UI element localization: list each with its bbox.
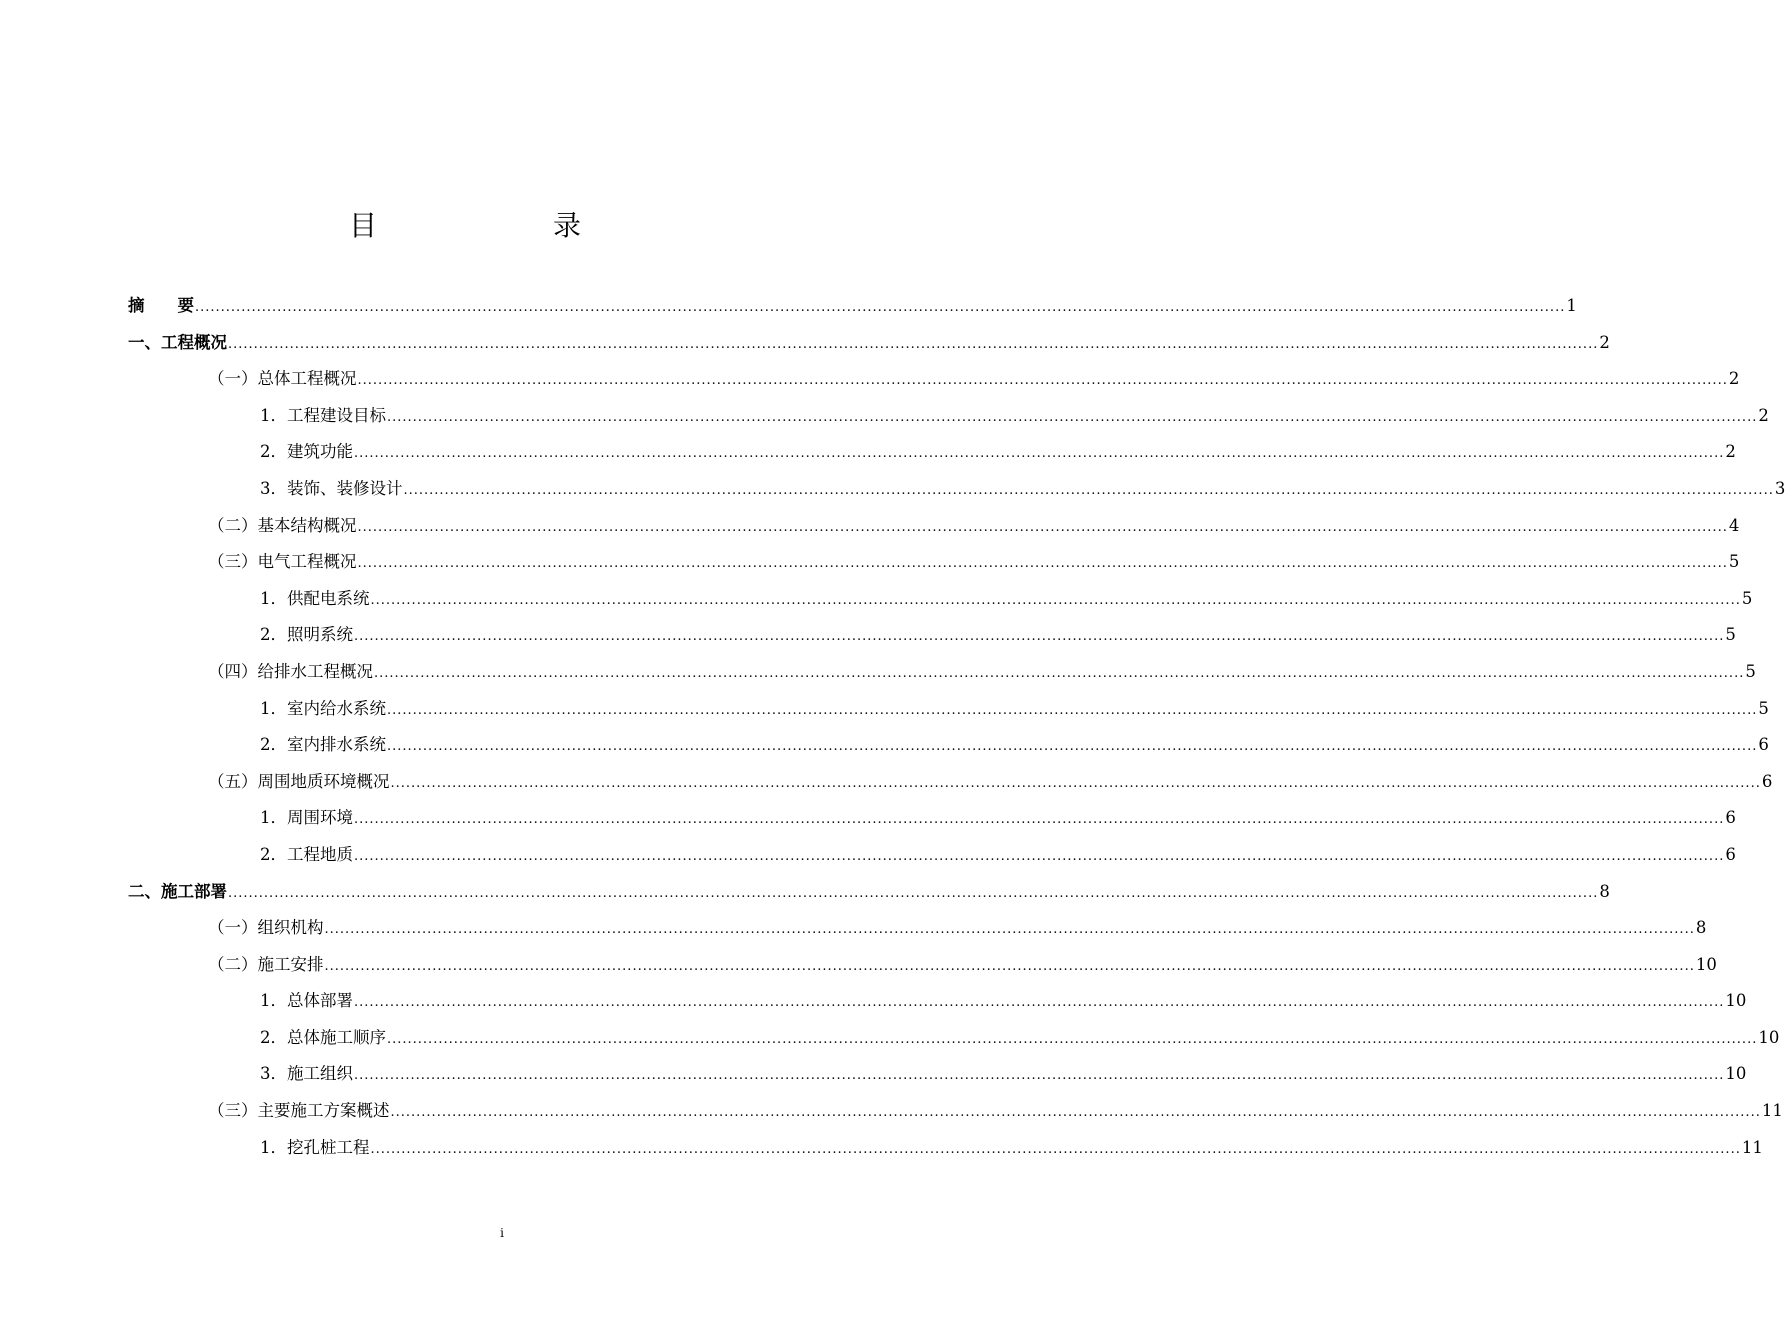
toc-entry[interactable] [128,398,1769,435]
toc-entry-label: 摘 要 [128,296,194,315]
toc-dot-leader: ........................................................................................................................................................................................................................................................................... [354,812,1725,828]
toc-entry-page: 5 [1728,552,1740,572]
toc-entry-page: 5 [1741,588,1753,608]
toc-dot-leader: ........................................................................................................................................................................................................................................................................... [387,409,1758,425]
toc-entry-label: 2．建筑功能 [260,442,353,462]
toc-entry-page: 5 [1758,698,1769,718]
toc-entry[interactable] [128,837,1736,874]
toc-entry[interactable] [128,800,1736,837]
toc-dot-leader: ........................................................................................................................................................................................................................................................................... [387,739,1758,755]
toc-entry-label: 2．工程地质 [260,844,353,864]
toc-dot-leader: ........................................................................................................................................................................................................................................................................... [403,482,1774,498]
table-of-contents [128,288,1785,1166]
toc-entry[interactable] [128,508,1740,545]
toc-entry-page: 10 [1758,1027,1780,1047]
toc-entry[interactable] [128,727,1769,764]
toc-entry-label: （一）总体工程概况 [208,369,357,389]
toc-entry[interactable] [128,654,1756,691]
toc-entry[interactable] [128,983,1747,1020]
toc-entry[interactable] [128,1056,1747,1093]
toc-entry-page: 1 [1566,296,1577,315]
toc-entry[interactable] [128,1130,1763,1167]
toc-entry[interactable] [128,764,1773,801]
toc-entry-label: （二）基本结构概况 [208,515,357,535]
toc-entry-label: 2．照明系统 [260,625,353,645]
toc-entry-page: 6 [1725,844,1736,864]
toc-dot-leader: ........................................................................................................................................................................................................................................................................... [354,629,1725,645]
toc-entry-page: 2 [1599,332,1610,352]
toc-dot-leader: ........................................................................................................................................................................................................................................................................... [387,702,1758,718]
toc-entry[interactable] [128,581,1753,618]
toc-entry-page: 2 [1725,442,1736,462]
toc-entry[interactable] [128,874,1610,911]
toc-dot-leader: ........................................................................................................................................................................................................................................................................... [374,665,1745,681]
toc-entry-page: 6 [1725,808,1736,828]
toc-entry-label: 1．总体部署 [260,991,353,1011]
toc-dot-leader: ........................................................................................................................................................................................................................................................................... [354,848,1725,864]
toc-dot-leader: ........................................................................................................................................................................................................................................................................... [390,775,1761,791]
toc-entry[interactable] [128,1093,1783,1130]
toc-entry-label: （三）电气工程概况 [208,552,357,572]
toc-entry-page: 10 [1725,1064,1747,1084]
toc-entry-label: 1．供配电系统 [260,588,370,608]
toc-entry-label: 3．施工组织 [260,1064,353,1084]
toc-entry-label: 1．工程建设目标 [260,405,386,425]
toc-dot-leader: ........................................................................................................................................................................................................................................................................... [387,1031,1758,1047]
toc-entry-label: 2．总体施工顺序 [260,1027,386,1047]
toc-entry[interactable] [128,434,1736,471]
toc-entry[interactable] [128,691,1769,728]
toc-entry-page: 5 [1745,661,1756,681]
toc-entry[interactable] [128,288,1577,325]
toc-dot-leader: ........................................................................................................................................................................................................................................................................... [324,958,1695,974]
toc-entry-label: 3．装饰、装修设计 [260,478,403,498]
toc-dot-leader: ........................................................................................................................................................................................................................................................................... [195,300,1566,315]
toc-entry-label: 1．室内给水系统 [260,698,386,718]
toc-entry-page: 11 [1741,1137,1763,1157]
toc-dot-leader: ........................................................................................................................................................................................................................................................................... [354,446,1725,462]
toc-entry-page: 6 [1761,771,1773,791]
toc-entry-label: （五）周围地质环境概况 [208,771,390,791]
page-number: i [500,1226,504,1240]
toc-dot-leader: ........................................................................................................................................................................................................................................................................... [357,373,1728,389]
toc-entry-page: 3 [1774,478,1785,498]
toc-dot-leader: ........................................................................................................................................................................................................................................................................... [370,1141,1741,1157]
toc-entry-page: 2 [1758,405,1769,425]
toc-dot-leader: ........................................................................................................................................................................................................................................................................... [354,1068,1725,1084]
toc-entry-label: 一、工程概况 [128,332,227,352]
page-title: 目 录 [348,209,621,242]
toc-entry-label: 二、施工部署 [128,881,227,901]
toc-entry-page: 10 [1695,954,1717,974]
toc-entry-label: （一）组织机构 [208,918,324,938]
toc-dot-leader: ........................................................................................................................................................................................................................................................................... [228,885,1599,901]
toc-entry-page: 8 [1695,918,1707,938]
toc-entry-page: 8 [1599,881,1610,901]
toc-entry[interactable] [128,1020,1780,1057]
toc-dot-leader: ........................................................................................................................................................................................................................................................................... [324,922,1695,938]
toc-entry-label: 2．室内排水系统 [260,735,386,755]
toc-entry[interactable] [128,471,1785,508]
toc-dot-leader: ........................................................................................................................................................................................................................................................................... [354,995,1725,1011]
toc-dot-leader: ........................................................................................................................................................................................................................................................................... [357,519,1728,535]
toc-dot-leader: ........................................................................................................................................................................................................................................................................... [370,592,1741,608]
toc-entry-label: 1．周围环境 [260,808,353,828]
toc-entry[interactable] [128,544,1740,581]
toc-dot-leader: ........................................................................................................................................................................................................................................................................... [228,336,1599,352]
toc-dot-leader: ........................................................................................................................................................................................................................................................................... [390,1105,1761,1121]
toc-entry-label: （二）施工安排 [208,954,324,974]
toc-entry-page: 5 [1725,625,1736,645]
toc-dot-leader: ........................................................................................................................................................................................................................................................................... [357,556,1728,572]
toc-entry-label: （四）给排水工程概况 [208,661,373,681]
toc-entry-label: （三）主要施工方案概述 [208,1101,390,1121]
toc-entry-label: 1．挖孔桩工程 [260,1137,370,1157]
toc-entry-page: 6 [1758,735,1769,755]
toc-entry[interactable] [128,617,1736,654]
toc-entry[interactable] [128,947,1717,984]
toc-entry-page: 10 [1725,991,1747,1011]
toc-entry[interactable] [128,361,1740,398]
toc-entry[interactable] [128,325,1610,362]
toc-entry-page: 11 [1761,1101,1783,1121]
toc-entry-page: 4 [1728,515,1740,535]
toc-entry[interactable] [128,910,1707,947]
toc-entry-page: 2 [1728,369,1740,389]
